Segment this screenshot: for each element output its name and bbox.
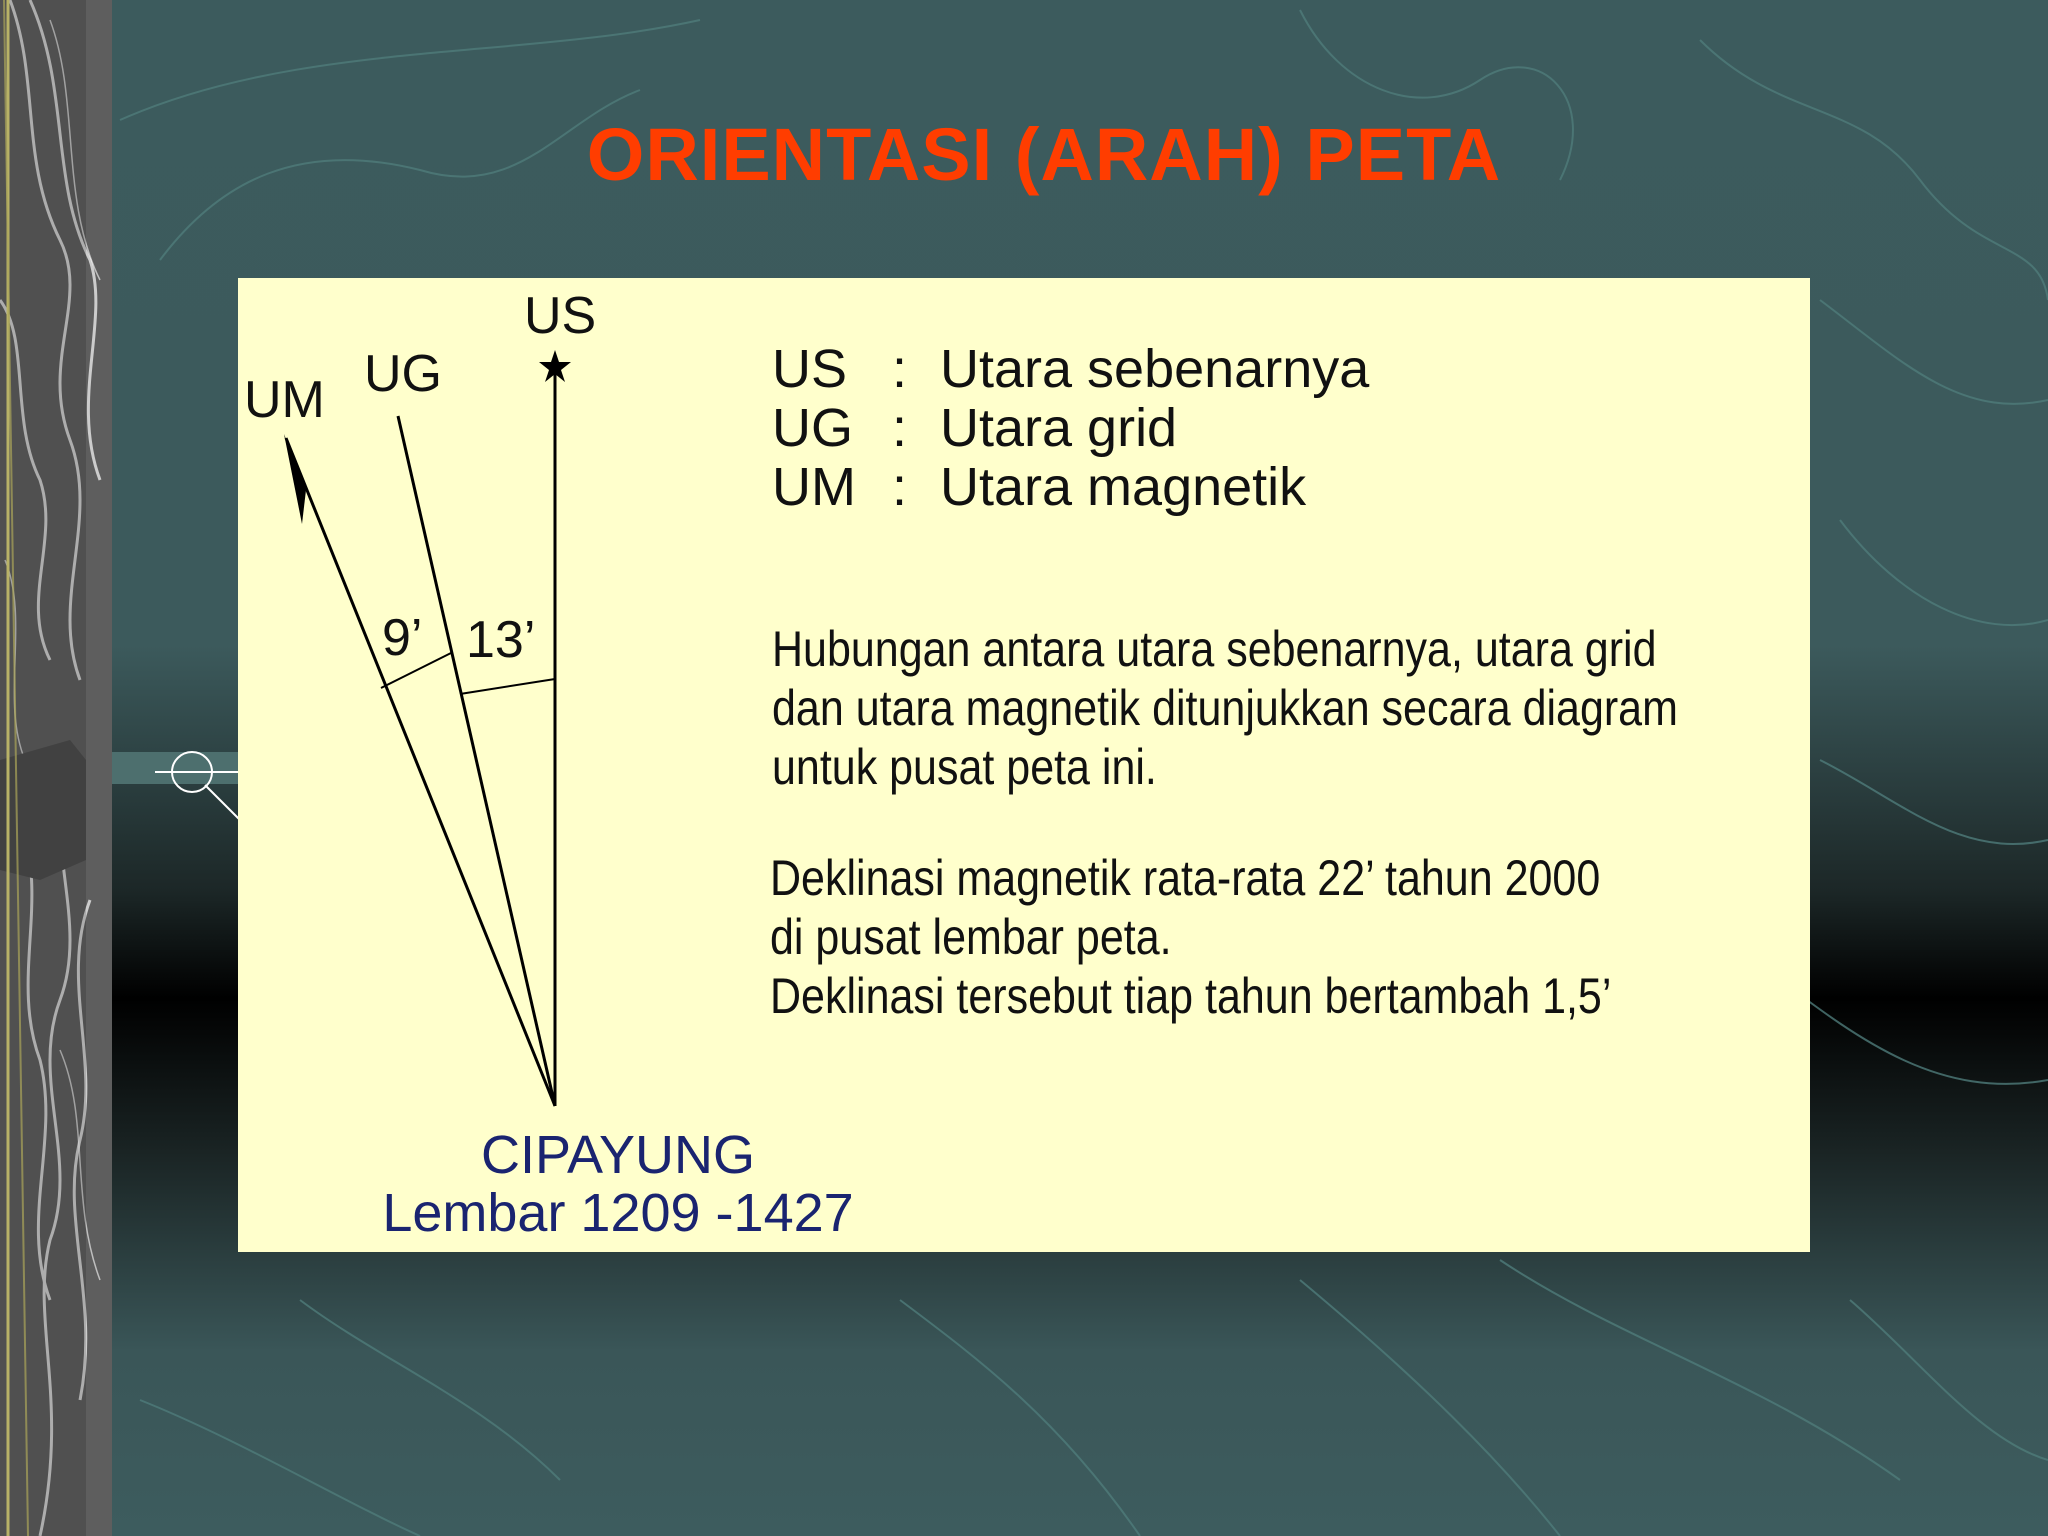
angle-arc-ug-us	[460, 679, 555, 694]
paragraph-line: dan utara magnetik ditunjukkan secara diagram	[772, 680, 1678, 736]
legend-description: Utara sebenarnya	[940, 339, 1370, 399]
topographic-map-strip	[0, 0, 112, 1536]
grid-north-line	[398, 416, 555, 1106]
legend	[772, 340, 1369, 517]
relation-paragraph	[772, 620, 1678, 797]
angle-label-um-ug: 9’	[382, 609, 423, 667]
paragraph-line: untuk pusat peta ini.	[772, 739, 1157, 795]
label-us: US	[524, 287, 597, 345]
sheet-info	[238, 1126, 998, 1242]
legend-abbr: US	[772, 339, 848, 399]
legend-abbr: UM	[772, 457, 856, 517]
legend-item	[772, 340, 1369, 399]
paragraph-line: Deklinasi tersebut tiap tahun bertambah 1,5’	[770, 968, 1612, 1024]
magnetic-north-line	[286, 438, 555, 1106]
sheet-name: CIPAYUNG	[480, 1125, 756, 1185]
diagram-card	[238, 278, 1810, 1252]
legend-separator: :	[892, 398, 908, 458]
legend-abbr: UG	[772, 398, 853, 458]
legend-description: Utara magnetik	[940, 457, 1307, 517]
legend-item	[772, 458, 1369, 517]
sheet-number: Lembar 1209 -1427	[382, 1183, 854, 1243]
declination-paragraph	[770, 849, 1611, 1026]
legend-separator: :	[892, 457, 908, 517]
legend-separator: :	[892, 339, 908, 399]
angle-label-ug-us: 13’	[466, 611, 536, 669]
paragraph-line: Deklinasi magnetik rata-rata 22’ tahun 2000	[770, 850, 1601, 906]
label-um: UM	[244, 371, 325, 429]
legend-item	[772, 399, 1369, 458]
page-title: ORIENTASI (ARAH) PETA	[586, 113, 1502, 196]
paragraph-line: di pusat lembar peta.	[770, 909, 1172, 965]
label-ug: UG	[364, 345, 442, 403]
legend-description: Utara grid	[940, 398, 1178, 458]
paragraph-line: Hubungan antara utara sebenarnya, utara grid	[772, 621, 1657, 677]
